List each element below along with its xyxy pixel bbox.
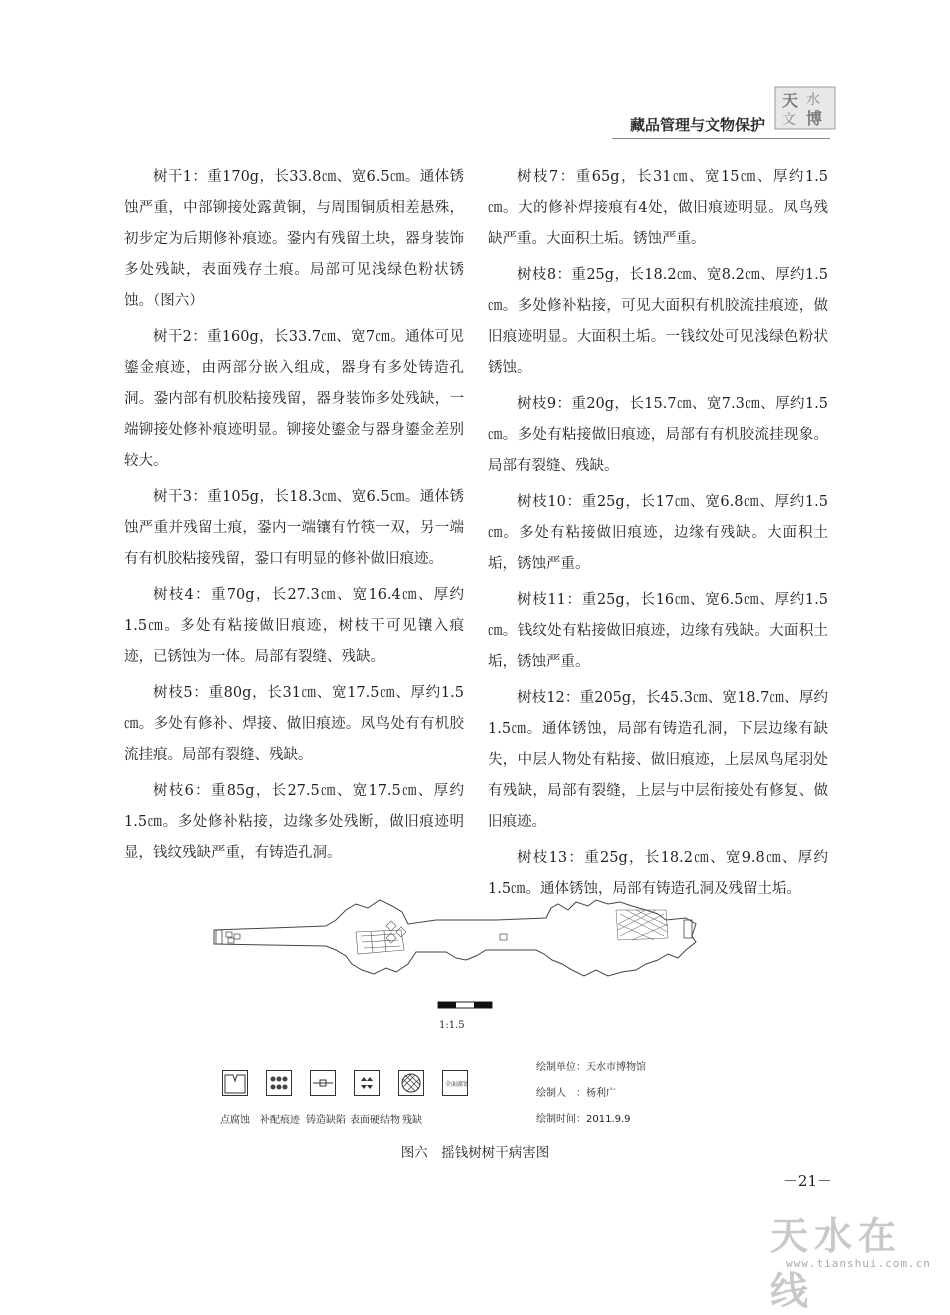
legend-label: 补配痕迹 <box>260 1115 300 1126</box>
legend-label: 点腐蚀 <box>220 1115 250 1126</box>
paragraph: 树干1：重170g，长33.8㎝、宽6.5㎝。通体锈蚀严重，中部铆接处露黄铜，与周围铜质相差悬殊，初步定为后期修补痕迹。銎内有残留土块，器身装饰多处残缺，表面残存土痕。局部可见浅绿色粉状锈蚀。（图六） <box>124 169 464 309</box>
paragraph: 树枝6：重85g，长27.5㎝、宽17.5㎝、厚约1.5㎝。多处修补粘接，边缘多处残断，做旧痕迹明显，钱纹残缺严重，有铸造孔洞。 <box>124 783 464 861</box>
paragraph: 树枝9：重20g，长15.7㎝、宽7.3㎝、厚约1.5㎝。多处有粘接做旧痕迹，局部有有机胶流挂现象。局部有裂缝、残缺。 <box>488 396 828 474</box>
paragraph: 树枝12：重205g，长45.3㎝、宽18.7㎝、厚约1.5㎝。通体锈蚀，局部有铸造孔洞，下层边缘有缺失，中层人物处有粘接、做旧痕迹，上层凤鸟尾羽处有残缺，局部有裂缝，上层与中层衔接处有修复、做旧痕迹。 <box>488 690 828 830</box>
drawing-credits <box>536 1055 646 1133</box>
corrosion-pit-icon <box>222 1070 248 1096</box>
site-watermark <box>770 1205 940 1313</box>
paragraph: 树干2：重160g，长33.7㎝、宽7㎝。通体可见鎏金痕迹，由两部分嵌入组成，器身有多处铸造孔洞。銎内部有机胶粘接残留，器身装饰多处残缺，一端铆接处修补痕迹明显。铆接处鎏金与器身鎏金差别较大。 <box>124 329 464 469</box>
section-title: 藏品管理与文物保护 <box>629 116 765 134</box>
tree-trunk-drawing <box>196 880 756 1010</box>
paragraph: 树枝7：重65g，长31㎝、宽15㎝、厚约1.5㎝。大的修补焊接痕有4处，做旧痕迹明显。凤鸟残缺严重。大面积土垢。锈蚀严重。 <box>488 169 828 247</box>
paragraph: 树枝11：重25g，长16㎝、宽6.5㎝、厚约1.5㎝。钱纹处有粘接做旧痕迹，边缘有残缺。大面积土垢，锈蚀严重。 <box>488 592 828 670</box>
paragraph: 树枝13：重25g，长18.2㎝、宽9.8㎝、厚约1.5㎝。通体锈蚀，局部有铸造孔洞及残留土垢。 <box>488 850 828 897</box>
svg-text:天: 天 <box>782 91 799 110</box>
credit-unit: 绘制单位：天水市博物馆 <box>536 1062 646 1073</box>
damage-diagram-figure <box>196 880 756 1140</box>
svg-text:水: 水 <box>806 92 820 108</box>
paragraph: 树干3：重105g，长18.3㎝、宽6.5㎝。通体锈蚀严重并残留土痕，銎内一端镶有竹筷一双，另一端有有机胶粘接残留，銎口有明显的修补做旧痕迹。 <box>124 489 464 567</box>
paragraph: 树枝10：重25g，长17㎝、宽6.8㎝、厚约1.5㎝。多处有粘接做旧痕迹，边缘有残缺。大面积土垢，锈蚀严重。 <box>488 494 828 572</box>
svg-text:博: 博 <box>806 109 823 128</box>
legend-label: 铸造缺陷 <box>306 1115 346 1126</box>
legend-label: 残缺 <box>402 1115 422 1126</box>
paragraph: 树枝5：重80g，长31㎝、宽17.5㎝、厚约1.5㎝。多处有修补、焊接、做旧痕迹。凤鸟处有有机胶流挂痕。局部有裂缝、残缺。 <box>124 685 464 763</box>
watermark-text: 天水在线 <box>770 1214 903 1313</box>
right-column <box>488 162 828 910</box>
figure-caption: 图六 摇钱树树干病害图 <box>400 1145 550 1161</box>
general-corrosion-icon <box>442 1070 468 1096</box>
paragraph: 树枝4：重70g，长27.3㎝、宽16.4㎝、厚约1.5㎝。多处有粘接做旧痕迹，树枝干可见镶入痕迹，已锈蚀为一体。局部有裂缝、残缺。 <box>124 587 464 665</box>
tianshui-wenbo-logo <box>774 86 836 130</box>
casting-defect-icon <box>310 1070 336 1096</box>
left-column <box>124 162 464 874</box>
watermark-url: www.tianshui.com.cn <box>786 1257 931 1270</box>
credit-date: 绘制时间：2011.9.9 <box>536 1114 631 1125</box>
missing-part-icon <box>398 1070 424 1096</box>
scale-label: 1:1.5 <box>439 1020 465 1031</box>
scale-bar <box>438 1002 492 1008</box>
header-divider <box>612 138 830 139</box>
repair-trace-icon <box>266 1070 292 1096</box>
credit-drawer: 绘制人 ：杨利广 <box>536 1088 616 1099</box>
legend-label: 表面硬结物 <box>350 1115 400 1126</box>
svg-text:全面腐蚀: 全面腐蚀 <box>445 1081 467 1088</box>
surface-concretion-icon <box>354 1070 380 1096</box>
page-number: －21－ <box>782 1172 832 1190</box>
paragraph: 树枝8：重25g，长18.2㎝、宽8.2㎝、厚约1.5㎝。多处修补粘接，可见大面积有机胶流挂痕迹，做旧痕迹明显。大面积土垢。一钱纹处可见浅绿色粉状锈蚀。 <box>488 267 828 376</box>
svg-text:文: 文 <box>782 112 796 128</box>
